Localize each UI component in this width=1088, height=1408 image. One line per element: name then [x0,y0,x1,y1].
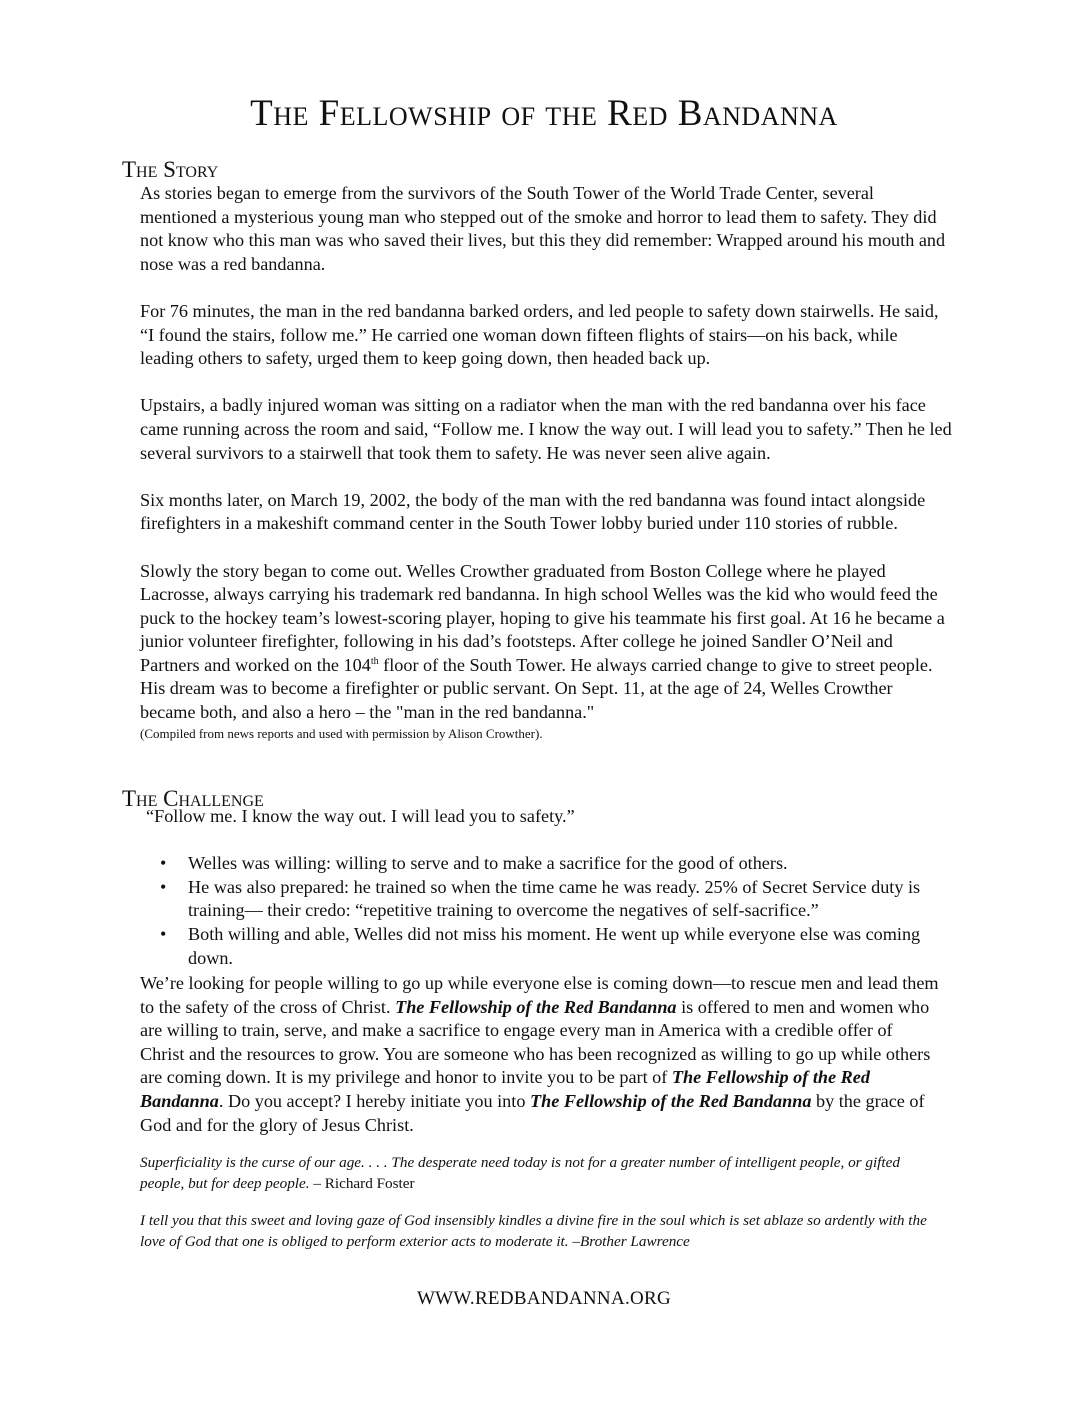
ordinal-suffix: th [370,655,379,667]
section-heading-story: The Story [122,157,219,182]
quote-attribution: – Richard Foster [313,1174,415,1192]
fellowship-name: The Fellowship of the Red Bandanna [395,996,677,1017]
challenge-quote: “Follow me. I know the way out. I will lead you to safety.” [146,806,575,826]
challenge-body [146,805,952,970]
bullet-icon: • [160,853,167,874]
story-paragraph-final [140,560,952,743]
section-heading-challenge: The Challenge [122,786,264,811]
source-note: (Compiled from news reports and used with permission by Alison Crowther). [140,725,543,741]
document-title: The Fellowship of the Red Bandanna [250,93,838,134]
bullet-text: Welles was willing: willing to serve and to make a sacrifice for the good of others. [188,853,788,874]
list-item [146,923,952,970]
story-paragraph: As stories began to emerge from the survivors of the South Tower of the World Trade Center, several mentioned a mysterious young man who stepped out of the smoke and horror to lead them to safety. They did not know who this man was who saved their lives, but this they did remember: Wrapped around his mouth and nose was a red bandanna. [140,183,946,274]
fellowship-name: The Fellowship of the Red Bandanna [140,1067,870,1111]
website-url: WWW.REDBANDANNA.ORG [416,1288,672,1309]
quote-text: I tell you that this sweet and loving gaze of God insensibly kindles a divine fire in the soul which is set ablaze so ardently with the love of God that one is obliged to perform exterior acts to moderate it. –Brother Lawrence [140,1212,927,1250]
story-body [140,182,952,743]
closing-text: by the grace of God and for the glory of Jesus Christ. [140,1090,925,1135]
bullet-icon: • [160,923,167,944]
quote-foster [140,1153,940,1194]
story-text: Slowly the story began to come out. Welles Crowther graduated from Boston College where he played Lacrosse, always carrying his trademark red bandanna. In high school Welles was the kid who would feed the puck to the hockey team’s lowest-scoring player, hoping to give his teammate his first goal. At 16 he became a junior volunteer firefighter, following in his dad’s footsteps. After college he joined Sandler O’Neil and Partners and worked on the 104 [140,560,945,675]
closing-paragraph [140,972,940,1137]
challenge-bullet-list [146,852,952,970]
bullet-text: He was also prepared: he trained so when the time came he was ready. 25% of Secret Service duty is training— their credo: “repetitive training to overcome the negatives of self-sacrifice.” [188,876,921,921]
closing-text: We’re looking for people willing to go up while everyone else is coming down—to rescue men and lead them to the safety of the cross of Christ. [140,973,939,1017]
closing-text: is offered to men and women who are willing to train, serve, and make a sacrifice to engage every man in America with a credible offer of Christ and the resources to grow. You are someone who has been recognized as willing to go up while others are coming down. It is my privilege and honor to invite you to be part of [140,996,931,1088]
list-item [146,876,952,923]
fellowship-name: The Fellowship of the Red Bandanna [529,1090,812,1111]
quote-lawrence [140,1211,940,1252]
story-paragraph: Upstairs, a badly injured woman was sitting on a radiator when the man with the red bandanna over his face came running across the room and said, “Follow me. I know the way out. I will lead you to safety.” Then he led several survivors to a stairwell that took them to safety. He was never seen alive again. [140,395,952,463]
bullet-text: Both willing and able, Welles did not miss his moment. He went up while everyone else was coming down. [188,923,921,968]
story-paragraph: Six months later, on March 19, 2002, the body of the man with the red bandanna was found intact alongside firefighters in a makeshift command center in the South Tower lobby buried under 110 stories of rubble. [140,489,926,534]
story-paragraph: For 76 minutes, the man in the red bandanna barked orders, and led people to safety down stairwells. He said, “I found the stairs, follow me.” He carried one woman down fifteen flights of stairs—on his back, while leading others to safety, urged them to keep going down, then headed back up. [140,300,939,369]
bullet-icon: • [160,876,167,897]
story-text: floor of the South Tower. He always carried change to give to street people. His dream was to become a firefighter or public servant. On Sept. 11, at the age of 24, Welles Crowther became both, and also a hero – the "man in the red bandanna." [140,654,933,723]
list-item [146,852,952,876]
quote-text: Superficiality is the curse of our age. . . . The desperate need today is not for a greater number of intelligent people, or gifted people, but for deep people. [140,1154,900,1192]
closing-text: . Do you accept? I hereby initiate you into [218,1090,530,1111]
